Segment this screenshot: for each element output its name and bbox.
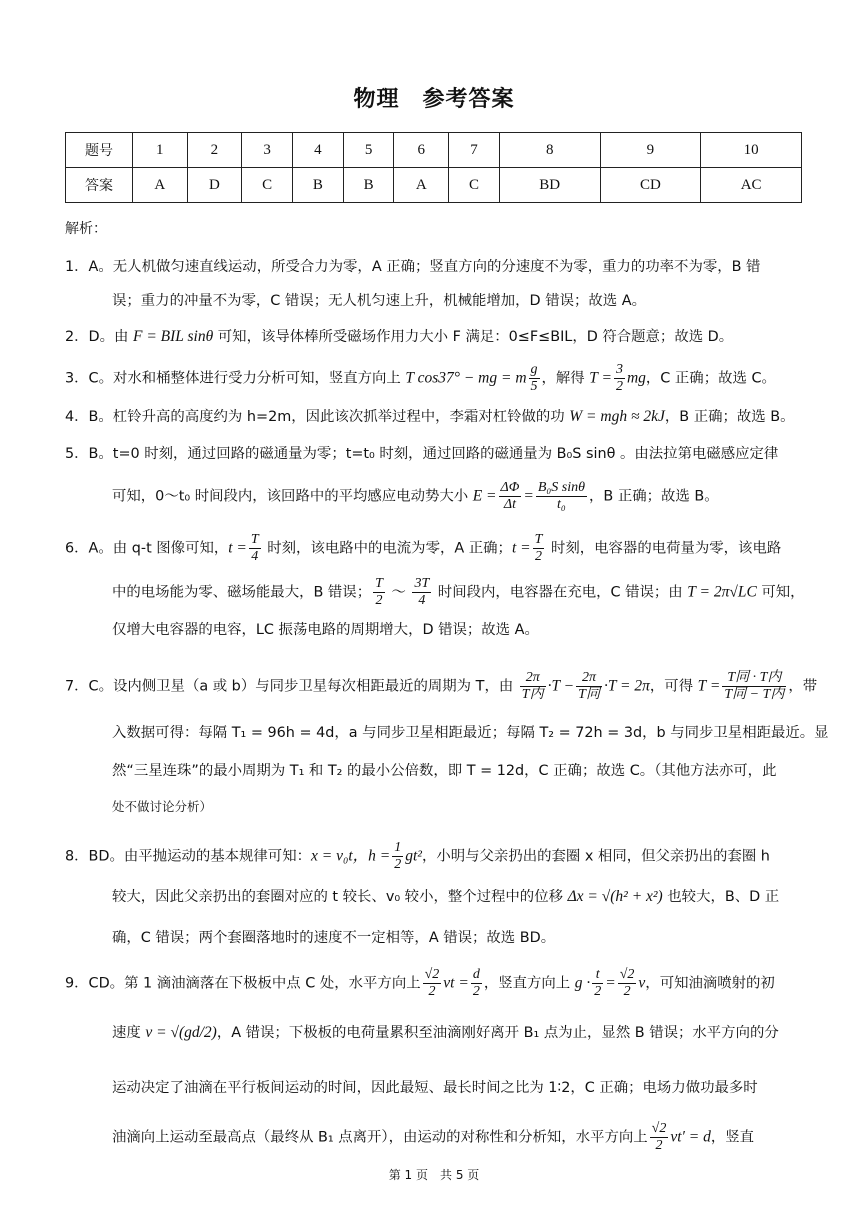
answer-cell: AC xyxy=(701,168,802,203)
denominator: 2 xyxy=(594,984,602,999)
q6-fraction-t-2 xyxy=(533,532,545,565)
table-row xyxy=(66,133,802,168)
numerator: 3 xyxy=(615,362,623,377)
q6-line-2 xyxy=(112,576,812,609)
denominator: 2 xyxy=(428,984,436,999)
q9-vt: vt = xyxy=(443,974,469,992)
denominator: 4 xyxy=(418,593,426,608)
q9-text-e: ，A 错误；下极板的电荷量累积至油滴刚好离开 B₁ 点为止，显然 B 错误；水平方向的分 xyxy=(216,1025,779,1041)
q3-text-a: 3．C。对水和桶整体进行受力分析可知，竖直方向上 xyxy=(65,370,406,387)
answer-cell: CD xyxy=(600,168,701,203)
q6-formula: T = 2π√LC xyxy=(687,583,757,601)
q4-text-b: ，B 正确；故选 B。 xyxy=(664,409,795,425)
q6-text-b: 时刻，该电路中的电流为零，A 正确； xyxy=(262,540,512,557)
numerator: t xyxy=(592,967,603,984)
q7-text-b: ，可得 xyxy=(649,678,698,695)
q8-dx-formula: Δx = √(h² + x²) xyxy=(567,888,663,905)
q9-text-g: ，竖直 xyxy=(710,1129,755,1146)
q4-line xyxy=(65,407,810,427)
q8-text-b: ，小明与父亲扔出的套圈 x 相同，但父亲扔出的套圈 h xyxy=(421,848,770,865)
q5-line-1: 5．B。t=0 时刻，通过回路的磁通量为零；t=t₀ 时刻，通过回路的磁通量为 B₀S sinθ 。由法拉第电磁感应定律 xyxy=(65,446,779,462)
q8-fraction-1-2 xyxy=(392,840,403,873)
numerator: ΔΦ xyxy=(500,480,520,495)
question-number: 3 xyxy=(242,133,293,168)
answer-cell: A xyxy=(133,168,188,203)
q1-line-1: 1．A。无人机做匀速直线运动，所受合力为零，A 正确；竖直方向的分速度不为零，重力的功率不为零，B 错 xyxy=(65,259,761,275)
q9-text-c: ，可知油滴喷射的初 xyxy=(645,975,775,992)
q7-dot-t-eq: ·T = 2π xyxy=(603,677,650,695)
numerator: T同 · T内 xyxy=(722,670,786,687)
q5-e: E = xyxy=(472,487,497,505)
table-row xyxy=(66,168,802,203)
numerator: T xyxy=(534,532,543,547)
q3-fraction-3-2 xyxy=(614,362,625,395)
page-footer: 第 1 页 共 5 页 xyxy=(388,1168,480,1182)
q3-line xyxy=(65,362,810,395)
q9-v: v xyxy=(638,974,646,992)
q6-fraction-t-4 xyxy=(249,532,261,565)
q5-equals: = xyxy=(523,487,534,505)
q6-line-1 xyxy=(65,532,810,565)
q6-fraction-t-2b xyxy=(373,576,385,609)
denominator: 2 xyxy=(535,549,542,564)
q7-line-1 xyxy=(65,670,818,703)
q7-line-3: 然“三星连珠”的最小周期为 T₁ 和 T₂ 的最小公倍数，即 T = 12d，C 正确；故选 C。（其他方法亦可，此 xyxy=(112,763,777,779)
question-number: 1 xyxy=(133,133,188,168)
q2-text-b: 可知，该导体棒所受磁场作用力大小 F 满足：0≤F≤BIL，D 符合题意；故选 D。 xyxy=(213,329,734,345)
q2-formula: F = BIL sinθ xyxy=(132,328,214,345)
q6-t-eq-2: t = xyxy=(511,539,531,557)
question-number: 10 xyxy=(701,133,802,168)
q8-text-a: 8．BD。由平抛运动的基本规律可知： xyxy=(65,848,311,865)
denominator: 2 xyxy=(655,1138,663,1153)
q8-line-2 xyxy=(112,887,812,907)
q3-formula-2a: T = xyxy=(589,369,612,387)
q5-text-b: ，B 正确；故选 B。 xyxy=(589,488,719,505)
q9-fraction-sqrt2-2c xyxy=(650,1121,669,1154)
q3-formula-1: T cos37° − mg = m xyxy=(405,369,527,387)
q7-t-eq: T = xyxy=(697,677,721,695)
q3-formula-2b: mg xyxy=(626,369,646,387)
denominator: 4 xyxy=(251,549,259,564)
q8-x-formula: x = v₀t xyxy=(310,847,353,865)
q6-text-d: 中的电场能为零、磁场能最大，B 错误； xyxy=(112,584,372,601)
row-header-number: 题号 xyxy=(66,133,133,168)
q9-text-d: 速度 xyxy=(112,1025,146,1041)
answer-cell: B xyxy=(292,168,343,203)
q5-fraction-dphi-dt xyxy=(499,480,522,513)
q9-fraction-sqrt2-2b xyxy=(618,967,637,1000)
numerator: 2π xyxy=(576,670,602,687)
numerator: √2 xyxy=(424,967,440,982)
denominator: 2 xyxy=(472,984,480,999)
denominator: T同 xyxy=(578,687,600,702)
q7-text-c: ，带 xyxy=(788,678,818,695)
q9-v-formula: v = √(gd/2) xyxy=(145,1024,217,1041)
q9-fraction-sqrt2-2 xyxy=(423,967,442,1000)
q7-dot-t-minus: ·T − xyxy=(547,677,575,695)
answer-table xyxy=(65,132,802,203)
q9-line-3: 运动决定了油滴在平行板间运动的时间，因此最短、最长时间之比为 1∶2，C 正确；电场力做功最多时 xyxy=(112,1080,758,1096)
answer-cell: B xyxy=(343,168,394,203)
question-number: 6 xyxy=(394,133,449,168)
q9-line-1: 9．CD。第 1 滴油滴落在下极板中点 C 处，水平方向上 $\frac{√2}{2}$ vt = $\frac{d}{2}$ ，竖直方向上 g · $\frac{t}{2}$ = $\frac{√2}{2}$ v，可知油滴喷射的初 xyxy=(65,967,775,999)
page-title: 物理 参考答案 xyxy=(353,86,515,112)
q9-text-f: 油滴向上运动至最高点（最终从 B₁ 点离开），由运动的对称性和分析知，水平方向上 xyxy=(112,1129,648,1146)
q4-formula: W = mgh ≈ 2kJ xyxy=(569,408,665,425)
q8-gt2: gt² xyxy=(405,847,422,865)
q9-text-a: 9．CD。第 1 滴油滴落在下极板中点 C 处，水平方向上 xyxy=(65,975,421,992)
analysis-label: 解析： xyxy=(65,221,107,237)
question-number: 5 xyxy=(343,133,394,168)
q3-text-c: ，C 正确；故选 C。 xyxy=(645,370,776,387)
q8-line-3: 确，C 错误；两个套圈落地时的速度不一定相等，A 错误；故选 BD。 xyxy=(112,930,556,946)
q7-fraction-2pi-tnei xyxy=(520,670,546,703)
numerator: 1 xyxy=(394,840,402,855)
q7-text-a: 7．C。设内侧卫星（a 或 b）与同步卫星每次相距最近的周期为 T，由 xyxy=(65,678,518,695)
q9-line-2 xyxy=(112,1023,812,1043)
q7-line-4: 处不做讨论分析） xyxy=(112,799,213,814)
q3-text-b: ，解得 xyxy=(541,370,590,387)
q6-text-c: 时刻，电容器的电荷量为零，该电路 xyxy=(546,540,782,557)
question-number: 4 xyxy=(292,133,343,168)
q5-text-a: 可知，0～t₀ 时间段内，该回路中的平均感应电动势大小 xyxy=(112,488,473,505)
q8-text-c: 较大，因此父亲扔出的套圈对应的 t 较长、v₀ 较小，整个过程中的位移 xyxy=(112,889,568,905)
denominator: T内 xyxy=(521,687,544,702)
answer-cell: C xyxy=(242,168,293,203)
denominator: t₀ xyxy=(557,497,566,512)
answer-cell: C xyxy=(449,168,500,203)
q6-t-eq: t = xyxy=(228,539,247,557)
q1-line-2: 误；重力的冲量不为零，C 错误；无人机匀速上升，机械能增加，D 错误；故选 A。 xyxy=(112,293,646,309)
q4-text-a: 4．B。杠铃升高的高度约为 h=2m，因此该次抓举过程中，李霜对杠铃做的功 xyxy=(65,409,570,425)
question-number: 9 xyxy=(600,133,701,168)
numerator: √2 xyxy=(619,967,635,982)
q9-line-4 xyxy=(112,1121,812,1154)
q6-line-3: 仅增大电容器的电容，LC 振荡电路的周期增大，D 错误；故选 A。 xyxy=(112,622,539,638)
denominator: T同 − T内 xyxy=(724,687,785,702)
numerator: 2π xyxy=(520,670,546,687)
denominator: 2 xyxy=(375,593,383,608)
q9-fraction-t-2 xyxy=(592,967,603,1000)
row-header-answer: 答案 xyxy=(66,168,133,203)
denominator: 2 xyxy=(623,984,631,999)
q5-line-2 xyxy=(112,480,812,513)
q6-text-f: 可知， xyxy=(756,584,805,601)
q6-text-e: 时间段内，电容器在充电，C 错误；由 xyxy=(433,584,688,601)
q9-fraction-d-2 xyxy=(471,967,482,1000)
q2-line xyxy=(65,327,810,347)
q9-g-dot: g · xyxy=(574,974,591,992)
q6-text-a: 6．A。由 q-t 图像可知， xyxy=(65,540,229,557)
q6-tilde: ～ xyxy=(386,584,411,601)
question-number: 2 xyxy=(187,133,242,168)
answer-cell: BD xyxy=(499,168,600,203)
q3-fraction-g-5 xyxy=(529,362,540,395)
denominator: 5 xyxy=(530,379,538,394)
q7-line-2: 入数据可得：每隔 T₁ = 96h = 4d，a 与同步卫星相距最近；每隔 T₂ = 72h = 3d，b 与同步卫星相距最近。显 xyxy=(112,725,829,741)
numerator: d xyxy=(472,967,480,982)
answer-cell: A xyxy=(394,168,449,203)
q7-fraction-period xyxy=(722,670,786,703)
q9-vt-prime: vt′ = d xyxy=(670,1128,711,1146)
numerator: g xyxy=(530,362,538,377)
q8-h-eq: ，h = xyxy=(352,847,391,865)
numerator: T xyxy=(375,576,383,591)
q2-text-a: 2．D。由 xyxy=(65,329,133,345)
denominator: 2 xyxy=(615,379,623,394)
question-number: 7 xyxy=(449,133,500,168)
q6-fraction-3t-4 xyxy=(412,576,431,609)
numerator: √2 xyxy=(651,1121,667,1136)
numerator: 3T xyxy=(414,576,430,591)
q5-fraction-bss-t0 xyxy=(536,480,587,513)
answer-cell: D xyxy=(187,168,242,203)
numerator: B₀S sinθ xyxy=(537,480,585,495)
q8-line-1 xyxy=(65,840,810,873)
denominator: Δt xyxy=(503,497,516,512)
denominator: 2 xyxy=(394,857,402,872)
q8-text-d: 也较大，B、D 正 xyxy=(662,889,780,905)
q9-text-b: ，竖直方向上 xyxy=(483,975,575,992)
q7-fraction-2pi-ttong xyxy=(576,670,602,703)
numerator: T xyxy=(250,532,259,547)
question-number: 8 xyxy=(499,133,600,168)
